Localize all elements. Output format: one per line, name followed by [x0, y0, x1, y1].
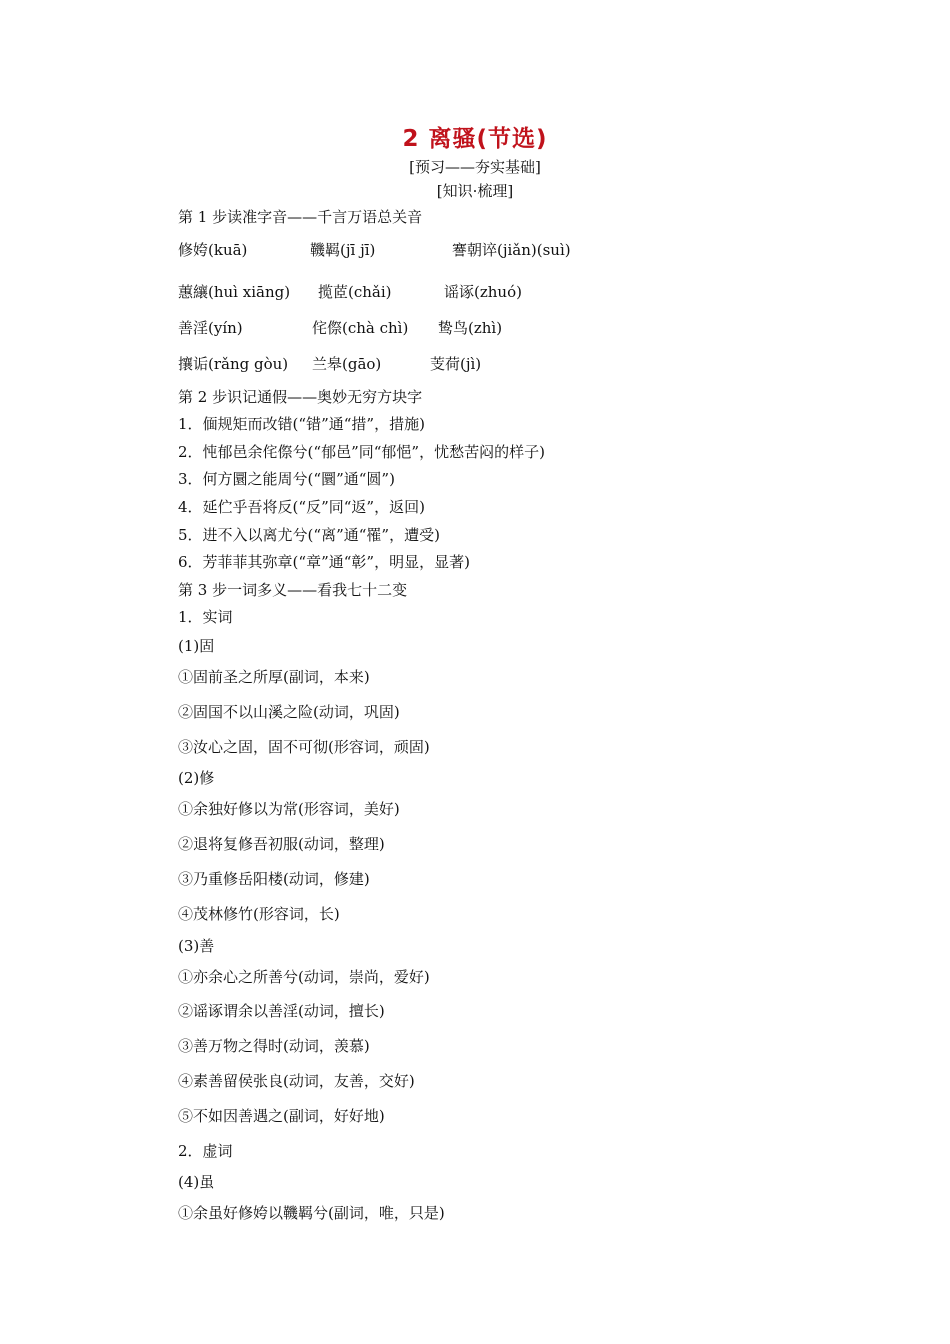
section-label-preview: [预习——夯实基础]	[409, 158, 541, 176]
vocab-item: 鸷鸟(zhì)	[438, 318, 503, 337]
list-item: ①亦余心之所善兮(动词，崇尚，爱好)	[178, 967, 430, 986]
list-item: ②固国不以山溪之险(动词，巩固)	[178, 702, 400, 721]
vocab-row	[178, 346, 898, 382]
vocab-item: 揽茝(chǎi)	[318, 282, 392, 301]
group-label: (2)修	[178, 769, 215, 788]
vocab-item: 鞿羁(jī jī)	[310, 240, 376, 259]
list-item: ③汝心之固，固不可彻(形容词，顽固)	[178, 737, 430, 756]
list-item: ⑤不如因善遇之(副词，好好地)	[178, 1106, 385, 1125]
shici-label: 1．实词	[178, 608, 233, 627]
xuci-label: 2．虚词	[178, 1141, 233, 1160]
step1-heading: 第 1 步读准字音——千言万语总关音	[178, 208, 423, 226]
vocab-item: 兰皋(gāo)	[312, 354, 382, 373]
list-item: 5．进不入以离尤兮(“离”通“罹”，遭受)	[178, 525, 440, 544]
list-item: ④茂林修竹(形容词，长)	[178, 904, 340, 923]
list-item: ②退将复修吾初服(动词，整理)	[178, 835, 385, 854]
list-item: ③乃重修岳阳楼(动词，修建)	[178, 869, 370, 888]
vocab-item: 修姱(kuā)	[178, 240, 248, 259]
list-item: ②谣诼谓余以善淫(动词，擅长)	[178, 1002, 385, 1021]
list-item: ①固前圣之所厚(副词，本来)	[178, 667, 370, 686]
list-item: ④素善留侯张良(动词，友善，交好)	[178, 1071, 415, 1090]
vocab-row	[178, 310, 898, 346]
step2-heading: 第 2 步识记通假——奥妙无穷方块字	[178, 387, 423, 406]
page-title: 2 离骚(节选)	[402, 126, 548, 152]
step3-heading: 第 3 步一词多义——看我七十二变	[178, 580, 408, 599]
list-item: 3．何方圜之能周兮(“圜”通“圆”)	[178, 470, 395, 489]
vocab-row	[178, 274, 898, 310]
list-item: 6．芳菲菲其弥章(“章”通“彰”，明显，显著)	[178, 553, 470, 572]
list-item: ③善万物之得时(动词，羡慕)	[178, 1037, 370, 1056]
vocab-item: 谣诼(zhuó)	[444, 282, 522, 301]
vocab-item: 攘诟(rǎng gòu)	[178, 354, 289, 373]
main-content	[178, 204, 898, 1231]
vocab-item: 謇朝谇(jiǎn)(suì)	[452, 240, 571, 259]
group-label: (4)虽	[178, 1173, 215, 1192]
list-item: 1．偭规矩而改错(“错”通“措”，措施)	[178, 415, 425, 434]
list-item: 2．忳郁邑余侘傺兮(“郁邑”同“郁悒”，忧愁苦闷的样子)	[178, 442, 545, 461]
section-label-knowledge: [知识·梳理]	[436, 182, 514, 200]
vocab-item: 善淫(yín)	[178, 318, 243, 337]
vocab-item: 芰荷(jì)	[430, 354, 482, 373]
group-label: (3)善	[178, 936, 215, 955]
vocab-row	[178, 232, 898, 268]
vocab-item: 侘傺(chà chì)	[312, 318, 409, 337]
list-item: ①余独好修以为常(形容词，美好)	[178, 800, 400, 819]
list-item: 4．延伫乎吾将反(“反”同“返”，返回)	[178, 497, 425, 516]
vocab-item: 蕙纕(huì xiāng)	[178, 282, 291, 301]
list-item: ①余虽好修姱以鞿羁兮(副词，唯，只是)	[178, 1204, 445, 1223]
group-label: (1)固	[178, 636, 215, 655]
